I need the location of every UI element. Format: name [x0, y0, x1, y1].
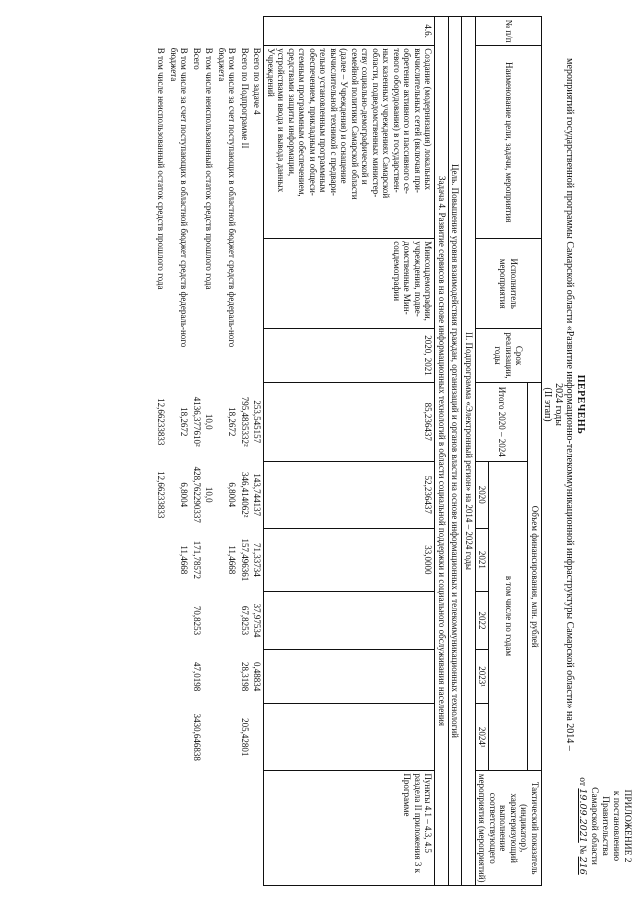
summary-2023 — [203, 650, 216, 704]
summary-row — [168, 17, 191, 886]
section-title: II. Подпрограмма «Электронный регион» на 2014 – 2024 годы — [462, 17, 476, 886]
summary-row — [203, 17, 216, 886]
summary-2021: 71,33734 — [252, 542, 263, 577]
handwritten-date: 19.09.2021 — [577, 788, 588, 843]
appendix-line2: Самарской области — [589, 787, 599, 865]
summary-total: 253,545157 — [252, 400, 263, 444]
summary-indicator — [191, 771, 204, 886]
handwritten-number: 216 — [577, 856, 588, 875]
document-stage: (II этап) — [542, 387, 553, 422]
summary-2020: 10,0 — [204, 486, 215, 503]
header-row-1 — [528, 17, 542, 886]
summary-num — [168, 17, 191, 46]
row-executor-line: Минсоцдемографии, — [423, 241, 434, 321]
row-2020: 52,236437 — [264, 461, 435, 528]
summary-indicator — [216, 771, 239, 886]
row-name-line: ных казенных учреждениях Самарской — [381, 48, 392, 199]
row-name-line: Учреждений — [266, 48, 276, 97]
row-executor-line: соцдемографии — [392, 241, 402, 302]
summary-label: Всего по задаче 4 — [252, 47, 263, 115]
row-name-line: тевого оборудования) в государствен- — [392, 48, 402, 193]
summary-num — [239, 17, 252, 46]
summary-label: Всего — [192, 47, 202, 70]
summary-total: 18,2672 — [179, 407, 190, 437]
col-by-years-header: в том числе по годам — [489, 461, 528, 771]
summary-2020: 6,8004 — [227, 482, 238, 508]
col-2023-header: 2023¹ — [476, 650, 490, 704]
row-executor-line: домственные Мин- — [402, 241, 413, 315]
summary-2021: 157,496361 — [240, 538, 250, 582]
col-name-header: Наименование цели, задачи, мероприятия — [476, 46, 542, 239]
col-num-header: № п/п — [476, 17, 542, 46]
row-name-line: обретение активного и пассивного се- — [402, 48, 413, 194]
summary-2022 — [203, 591, 216, 649]
row-num: 4.6. — [264, 17, 435, 46]
summary-2020: 6,8004 — [179, 482, 190, 508]
summary-2022: 70,8253 — [192, 605, 202, 636]
summary-2024 — [203, 704, 216, 771]
summary-2022 — [216, 591, 239, 649]
row-name-line: ству социально-демографической и — [360, 48, 371, 185]
row-name-line: вычислительных сетей (включая при- — [413, 48, 423, 193]
summary-2021 — [203, 528, 216, 591]
task-title: Задача 4. Развитие сервисов на основе информационных технологий в области социальной поддержки и социального обслуживания населения — [435, 17, 449, 886]
summary-total: 10,0 — [204, 413, 215, 430]
row-name-line: (далее – Учреждения) и оснащение — [339, 48, 350, 184]
summary-indicator — [155, 771, 168, 886]
row-executor-line: учреждения, подве- — [413, 241, 423, 317]
summary-2023: 0,48834 — [252, 661, 263, 692]
summary-2020: 346,414062² — [240, 472, 250, 518]
summary-2023 — [155, 650, 168, 704]
row-name-line: устройствами ввода и вывода данных — [276, 48, 287, 193]
summary-2020: 12,66233833 — [156, 471, 167, 519]
summary-total: 12,66233833 — [156, 398, 167, 446]
summary-2024: 3430,646838 — [192, 713, 202, 761]
summary-label: В том числе неиспользованный остаток средств прошлого года — [156, 47, 167, 290]
summary-row — [155, 17, 168, 886]
col-executor-header: Исполнитель мероприятия — [476, 239, 542, 329]
measures-table — [155, 16, 542, 886]
row-name-line: Создание (модернизация) локальных — [423, 48, 434, 191]
row-2023 — [264, 650, 435, 704]
date-prefix: от — [577, 777, 587, 787]
goal-title: Цель. Повышение уровня взаимодействия граждан, организаций и органов власти на основе информационных и телекоммуникационных технологий — [449, 17, 463, 886]
task-row — [435, 17, 449, 886]
goal-row — [449, 17, 463, 886]
summary-rows — [155, 17, 264, 886]
summary-2022 — [155, 591, 168, 649]
summary-row — [251, 17, 264, 886]
row-name-line: семейной политики Самарской области — [350, 48, 360, 200]
col-funding-header: Объем финансирования, млн. рублей — [528, 382, 542, 770]
summary-2023: 47,0198 — [192, 661, 202, 692]
appendix-line1: к постановлению Правительства — [600, 790, 621, 862]
summary-num — [203, 17, 216, 46]
row-executor — [264, 239, 435, 329]
summary-num — [251, 17, 264, 46]
summary-2023 — [216, 650, 239, 704]
summary-indicator — [251, 771, 264, 886]
col-indicator-header: Тактический показатель (индикатор), характеризующий выполнение соответствующего мероприятия (мероприятий) — [476, 771, 542, 886]
appendix-block — [576, 771, 632, 881]
summary-2021: 171,78572 — [192, 540, 202, 579]
summary-indicator — [239, 771, 252, 886]
summary-row — [191, 17, 204, 886]
summary-2022: 67,8253 — [240, 605, 250, 636]
row-name-line: тельно установленным программным — [318, 48, 329, 193]
row-2024 — [264, 704, 435, 771]
summary-2023: 28,3198 — [240, 661, 250, 692]
row-name-line: области, подведомственных министер- — [371, 48, 381, 198]
row-name-line: стемным программным обеспечением, — [297, 48, 308, 197]
row-total: 85,236437 — [264, 382, 435, 461]
document-title: ПЕРЕЧЕНЬ — [575, 374, 586, 435]
summary-2021: 11,4668 — [227, 545, 238, 575]
summary-2022: 37,97534 — [252, 603, 263, 638]
summary-2024 — [216, 704, 239, 771]
summary-2022 — [168, 591, 191, 649]
summary-num — [155, 17, 168, 46]
summary-label: Всего по Подпрограмме II — [240, 47, 250, 149]
summary-2021: 11,4668 — [179, 545, 190, 575]
summary-row — [239, 17, 252, 886]
summary-num — [191, 17, 204, 46]
summary-row — [216, 17, 239, 886]
summary-2023 — [168, 650, 191, 704]
summary-total: 18,2672 — [227, 407, 238, 437]
col-2024-header: 2024¹ — [476, 704, 490, 771]
summary-label: В том числе за счет поступающих в областной бюджет средств федераль-ного бюджета — [217, 47, 238, 348]
col-2020-header: 2020 — [476, 461, 490, 528]
document-subtitle: мероприятий государственной программы Самарской области «Развитие информационно-телекоммуникационной инфраструктуры Самарской области» на 2014 – 2024 годы — [553, 58, 575, 751]
table-row — [264, 17, 435, 886]
summary-2024 — [155, 704, 168, 771]
appendix-date-line — [576, 771, 588, 881]
summary-total: 795,4835332² — [240, 396, 250, 447]
summary-indicator — [168, 771, 191, 886]
section-row — [462, 17, 476, 886]
summary-2020: 143,744137 — [252, 473, 263, 517]
row-2022 — [264, 591, 435, 649]
summary-total: 4136,377610² — [192, 396, 202, 447]
summary-2020: 428,762290337 — [192, 466, 202, 523]
summary-2021 — [155, 528, 168, 591]
summary-indicator — [203, 771, 216, 886]
row-name-line: обеспечением, прикладным и общеси- — [308, 48, 318, 196]
appendix-label: ПРИЛОЖЕНИЕ 2 — [622, 789, 632, 863]
col-period-header: Срок реализации, годы — [476, 329, 542, 383]
row-indicator: Пункты 4.1 – 4.3, 4.5 раздела II приложения 3 к Программе — [264, 771, 435, 886]
col-2021-header: 2021 — [476, 528, 490, 591]
row-name-line: вычислительной техникой с предвари- — [329, 48, 339, 196]
row-period: 2020, 2021 — [264, 329, 435, 383]
summary-label: В том числе за счет поступающих в областной бюджет средств федераль-ного бюджета — [169, 47, 190, 348]
summary-2024 — [251, 704, 264, 771]
row-name — [264, 46, 435, 239]
col-total-header: Итого 2020 – 2024 — [476, 382, 529, 461]
summary-2024 — [168, 704, 191, 771]
number-prefix: № — [577, 845, 587, 855]
col-2022-header: 2022 — [476, 591, 490, 649]
row-name-line: средствами защиты информации, — [287, 48, 297, 177]
document-title-block — [542, 50, 586, 759]
summary-num — [216, 17, 239, 46]
summary-label: В том числе неиспользованный остаток средств прошлого года — [204, 47, 215, 290]
row-2021: 33,0000 — [264, 528, 435, 591]
summary-2024: 205,42801 — [240, 718, 250, 757]
